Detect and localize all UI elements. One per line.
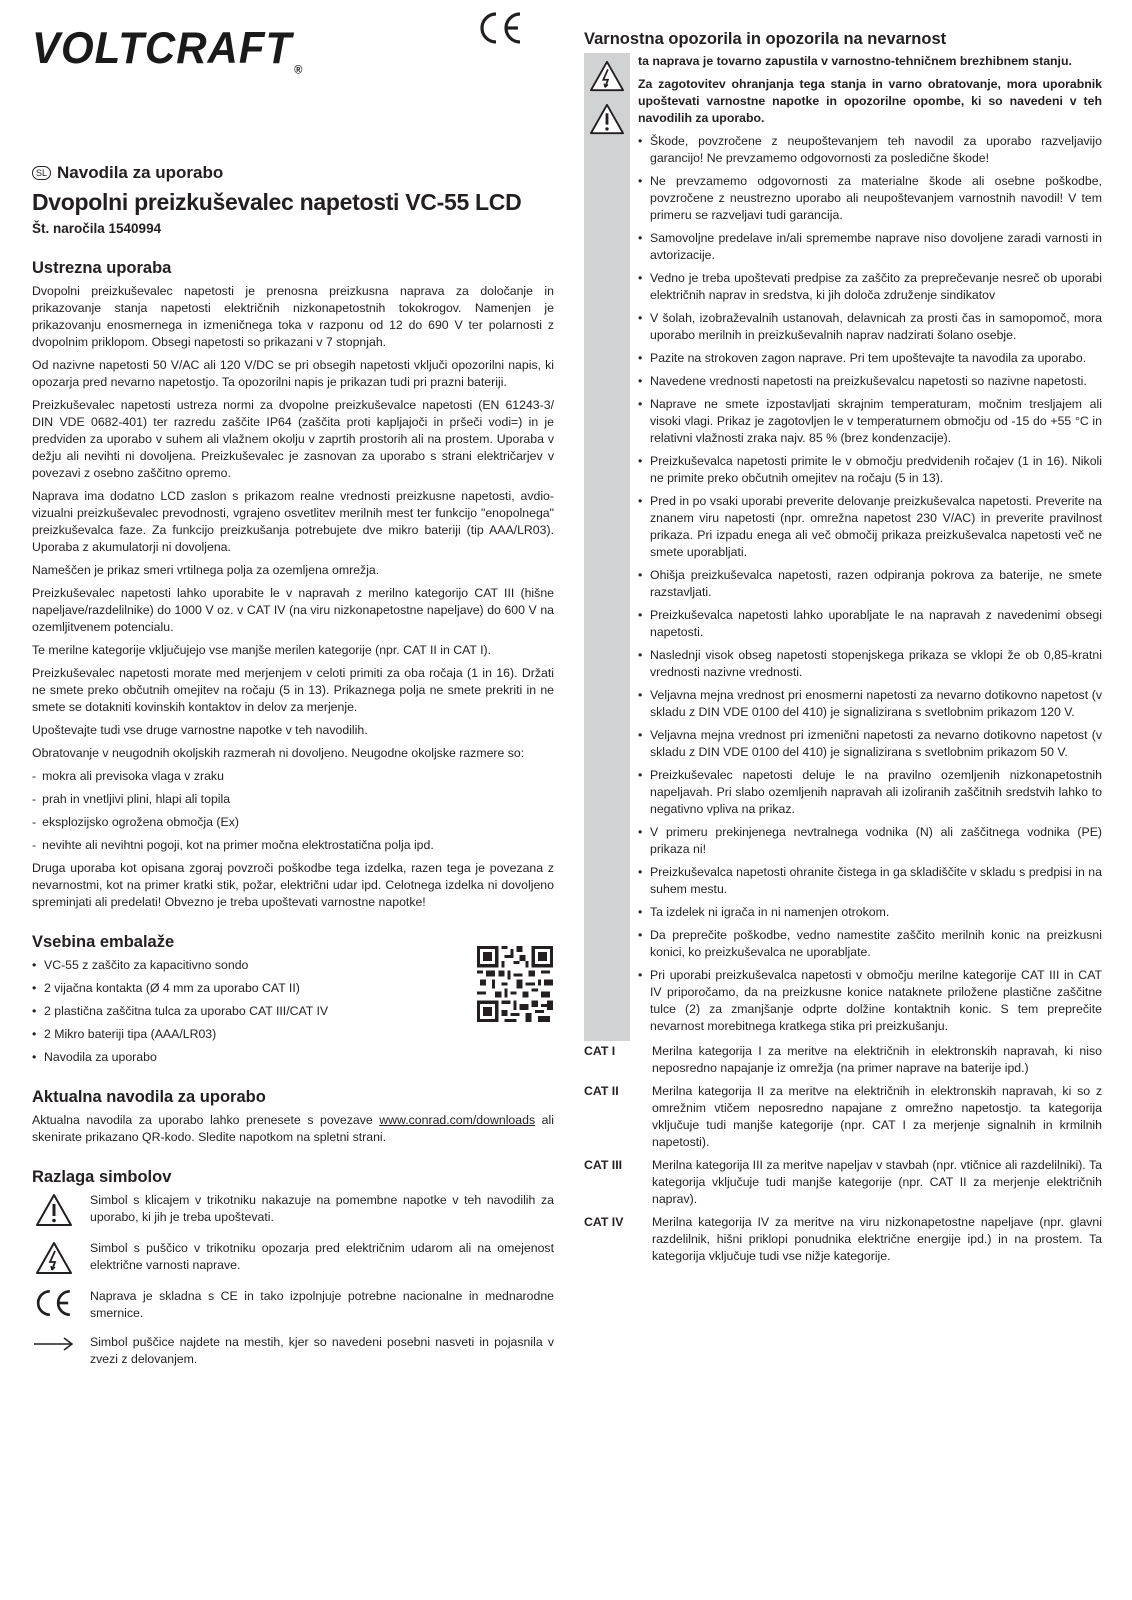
list-item: - mokra ali previsoka vlaga v zraku xyxy=(32,769,224,783)
list-item: • Preizkuševalec napetosti deluje le na pravilno ozemljenih nizkonapetostnih napeljavah. Pri slabo ozemljenih napravah ali izoliranih zaščitnih sredstvih lahko to negativno vpliva na prikaz. xyxy=(638,768,1102,816)
paragraph: Aktualna navodila za uporabo lahko prenesete s povezave www.conrad.com/downloads ali skenirate prikazano QR-kodo. Sledite napotkom na spletni strani. xyxy=(32,1113,554,1144)
lightning-triangle-icon xyxy=(32,1240,76,1276)
list-item: • Navedene vrednosti napetosti na preizkuševalcu napetosti so nazivne napetosti. xyxy=(638,374,1087,388)
section-heading-safety: Varnostna opozorila in opozorila na nevarnost xyxy=(584,30,947,48)
list-item: • Ne prevzamemo odgovornosti za materialne škode ali osebne poškodbe, povzročene z neustrezno uporabo ali neupoštevanjem varnostnih navodil! V tem primeru se razveljavi tudi garancija. xyxy=(638,174,1102,222)
language-badge: SL xyxy=(32,166,51,180)
section-heading-symbols: Razlaga simbolov xyxy=(32,1168,172,1186)
contents-list xyxy=(32,957,554,1066)
symbols-list xyxy=(32,1192,554,1368)
paragraph: Dvopolni preizkuševalec napetosti je prenosna preizkusna naprava za določanje in prikazovanje stanja napetosti električnih nizkonapetostnih tokokrogov. Namenjen je prikazovanju enosmernega in izmeničnega toka v razponu od 12 do 690 V ter polarnosti z dvopolnim priklopom. Obsegi napetosti so prikazani v 7 stopnjah. xyxy=(32,284,554,349)
paragraph: Upoštevajte tudi vse druge varnostne napotke v teh navodilih. xyxy=(32,723,368,737)
brand-logo: VOLTCRAFT ® xyxy=(32,23,304,77)
paragraph: Druga uporaba kot opisana zgoraj povzroči poškodbe tega izdelka, razen tega je povezana z nevarnostmi, kot na primer kratki stik, požar, električni udar ipd. Celotnega izdelka ni dovoljeno spreminjati ali predelati! Obvezno je treba upoštevati varnostne napotke! xyxy=(32,861,554,909)
qr-code xyxy=(477,946,553,1022)
list-item: • V šolah, izobraževalnih ustanovah, delavnicah za prosti čas in samopomoč, mora uporabo merilnih in preizkuševalnih naprav nadzirati šolano osebje. xyxy=(638,311,1102,342)
page-title: Dvopolni preizkuševalec napetosti VC-55 LCD xyxy=(32,189,522,215)
list-item: - prah in vnetljivi plini, hlapi ali topila xyxy=(32,792,231,806)
list-item: - eksplozijsko ogrožena območja (Ex) xyxy=(32,815,239,829)
downloads-link[interactable]: www.conrad.com/downloads xyxy=(379,1113,536,1127)
exclamation-triangle-icon xyxy=(588,102,626,141)
list-item: • Naprave ne smete izpostavljati skrajnim temperaturam, močnim tresljajem ali visoki vlagi. Prikaz je zagotovljen le v temperaturnem območju od -15 do +55 °C in relativni vlažnosti zraka najv. 85 % (brez kondenzacije). xyxy=(638,397,1102,445)
order-number: Št. naročila 1540994 xyxy=(32,221,162,236)
list-item: • Samovoljne predelave in/ali spremembe naprave niso dovoljene zaradi varnosti in avtorizacije. xyxy=(638,231,1102,262)
section-heading-contents: Vsebina embalaže xyxy=(32,933,175,951)
safety-block xyxy=(584,53,1102,1041)
list-item: • Da preprečite poškodbe, vedno namestite zaščito merilnih konic na preizkusni konici, ko preizkuševalca ne uporabljate. xyxy=(638,928,1102,959)
list-item: • Preizkuševalca napetosti ohranite čistega in ga skladiščite v skladu s predpisi in na suhem mestu. xyxy=(638,865,1102,896)
right-column xyxy=(584,30,1102,1271)
safety-list xyxy=(638,133,1102,1035)
list-item: • Preizkuševalca napetosti primite le v območju predvidenih ročajev (1 in 16). Nikoli ne primite preko občutnih omejitev na ročaju (5 in 13). xyxy=(638,454,1102,485)
symbol-row: Simbol s klicajem v trikotniku nakazuje na pomembne napotke v teh navodilih za uporabo, ki jih je treba upoštevati. xyxy=(32,1192,554,1228)
doc-type: Navodila za uporabo xyxy=(57,163,224,182)
left-column xyxy=(32,23,554,1380)
list-item: • 2 vijačna kontakta (Ø 4 mm za uporabo CAT II) xyxy=(32,981,300,995)
category-row: CAT III Merilna kategorija III za meritve napeljav v stavbah (npr. vtičnice ali razdelilniki). Ta kategorija vključuje tudi manjše kategorije (npr. CAT II za merjenje električnih naprav). xyxy=(584,1158,1102,1206)
section-heading-intended-use: Ustrezna uporaba xyxy=(32,259,172,277)
list-item: • 2 plastična zaščitna tulca za uporabo CAT III/CAT IV xyxy=(32,1004,329,1018)
paragraph: Od nazivne napetosti 50 V/AC ali 120 V/DC se pri obsegih napetosti vključi opozorilni napis, ki opozarja pred nevarno napetostjo. Ta opozorilni napis je prikazan tudi pri prazni bateriji. xyxy=(32,358,554,389)
category-row: CAT II Merilna kategorija II za meritve na električnih in elektronskih napravah, ki so z omrežnim vtičem neposredno napajane z omrežno napetostjo. ta kategorija vključuje tudi manjše kategorije (npr. CAT I za merjenje signalnih in krmilnih napetosti). xyxy=(584,1084,1102,1149)
arrow-right-icon xyxy=(32,1334,76,1368)
paragraph: Preizkuševalec napetosti lahko uporabite le v napravah z merilno kategorijo CAT III (hišne napeljave/razdelilnike) do 1000 V oz. v CAT IV (na viru nizkonapetostne napeljave) do 600 V na ozemljitvenem potencialu. xyxy=(32,586,554,634)
list-item: • Naslednji visok obseg napetosti stopenjskega prikaza se vklopi že ob 0,85-kratni vrednosti nazivne vrednosti. xyxy=(638,648,1102,679)
symbol-row: Naprava je skladna s CE in tako izpolnjuje potrebne nacionalne in mednarodne smernice. xyxy=(32,1288,554,1322)
warning-sidebar xyxy=(584,53,630,1041)
list-item: • 2 Mikro bateriji tipa (AAA/LR03) xyxy=(32,1027,217,1041)
categories-list xyxy=(584,1043,1102,1265)
category-row: CAT IV Merilna kategorija IV za meritve na viru nizkonapetostne napeljave (npr. glavni razdelilnik, hišni priklopi ponudnika električne energije ipd.) in na prostem. Ta kategorija vključuje tudi vse nižje kategorije. xyxy=(584,1215,1102,1263)
safety-content xyxy=(638,53,1102,1041)
list-item: • Škode, povzročene z neupoštevanjem teh navodil za uporabo razveljavijo garancijo! Ne prevzamemo odgovornosti za posledične škode! xyxy=(638,134,1102,165)
list-item: • Veljavna mejna vrednost pri izmenični napetosti za nevarno dotikovno napetost (v skladu z DIN VDE 0100 del 410) je signalizirana s svetlobnim prikazom 50 V. xyxy=(638,728,1102,759)
doc-type-line xyxy=(32,163,554,183)
list-item: • VC-55 z zaščito za kapacitivno sondo xyxy=(32,958,249,972)
symbol-row: Simbol puščice najdete na mestih, kjer so navedeni posebni nasveti in pojasnila v zvezi z delovanjem. xyxy=(32,1334,554,1368)
ce-mark-icon xyxy=(32,1288,76,1322)
list-item: • V primeru prekinjenega nevtralnega vodnika (N) ali zaščitnega vodnika (PE) prikaza ni! xyxy=(638,825,1102,856)
list-item: • Pred in po vsaki uporabi preverite delovanje preizkuševalca napetosti. Preverite na znanem viru napetosti (npr. omrežna napetost 230 V/AC) in preverite pravilnost prikaza. Pri izpadu enega ali več območij prikaza preizkuševalca napetosti več ne smete uporabljati. xyxy=(638,494,1102,559)
paragraph: Nameščen je prikaz smeri vrtilnega polja za ozemljena omrežja. xyxy=(32,563,380,577)
list-item: • Veljavna mejna vrednost pri enosmerni napetosti za nevarno dotikovno napetost (v skladu z DIN VDE 0100 del 410) je signalizirana s svetlobnim prikazom 120 V. xyxy=(638,688,1102,719)
list-item: • Ta izdelek ni igrača in ni namenjen otrokom. xyxy=(638,905,890,919)
paragraph: Preizkuševalec napetosti morate med merjenjem v celoti primiti za oba ročaja (1 in 16). Držati ne smete preko občutnih omejitev na ročaju (5 in 13). Prikaznega polja ne smete prekriti in ne smete se dotakniti kovinskih kontaktov in delov za merjenje. xyxy=(32,666,554,714)
list-item: • Preizkuševalca napetosti lahko uporabljate le na napravah z navedenimi obsegi napetosti. xyxy=(638,608,1102,639)
list-item: • Vedno je treba upoštevati predpise za zaščito za preprečevanje nesreč ob uporabi električnih naprav in sredstva, ki jih določa združenje sindikatov xyxy=(638,271,1102,302)
list-item: • Pri uporabi preizkuševalca napetosti v območju merilne kategorije CAT III in CAT IV priporočamo, da na preizkusne konice nataknete priložene plastične zaščitne tulce (2) za zmanjšanje odprte dolžine kontaktnih konic. S tem preprečite nevarnost morebitnega kratkega stika pri preizkušanju. xyxy=(638,968,1102,1033)
safety-intro: ta naprava je tovarno zapustila v varnostno-tehničnem brezhibnem stanju. xyxy=(638,54,1072,68)
paragraph: Preizkuševalec napetosti ustreza normi za dvopolne preizkuševalce napetosti (EN 61243-3/ DIN VDE 0682-401) ter razredu zaščite IP64 (zaščita proti kapljajoči in pršeči vodi=) in je predviden za uporabo v suhem ali vlažnem okolju v zaprtih prostorih ali na prostem. Uporaba v dežju ali nevihti ni dovoljena. Preizkuševalec je zasnovan za uporabo s strani električarjev v povezavi z osebno zaščitno opremo. xyxy=(32,398,554,480)
category-row: CAT I Merilna kategorija I za meritve na električnih in elektronskih napravah, ki niso neposredno napajanje iz omrežja (na primer naprave na baterije ipd.) xyxy=(584,1044,1102,1075)
paragraph: Obratovanje v neugodnih okoljskih razmerah ni dovoljeno. Neugodne okoljske razmere so: xyxy=(32,746,525,760)
conditions-list xyxy=(32,768,554,854)
symbol-row: Simbol s puščico v trikotniku opozarja pred električnim udarom ali na omejenost električne varnosti naprave. xyxy=(32,1240,554,1276)
list-item: • Navodila za uporabo xyxy=(32,1050,157,1064)
exclamation-triangle-icon xyxy=(32,1192,76,1228)
safety-intro: Za zagotovitev ohranjanja tega stanja in varno obratovanje, mora uporabnik upoštevati varnostne napotke in opozorilne opombe, ki so navedeni v teh navodilih za uporabo. xyxy=(638,77,1102,125)
list-item: • Ohišja preizkuševalca napetosti, razen odpiranja pokrova za baterije, ne smete razstavljati. xyxy=(638,568,1102,599)
paragraph: Te merilne kategorije vključujejo vse manjše merilen kategorije (npr. CAT II in CAT I). xyxy=(32,643,492,657)
list-item: - nevihte ali nevihtni pogoji, kot na primer močna elektrostatična polja ipd. xyxy=(32,838,434,852)
list-item: • Pazite na strokoven zagon naprave. Pri tem upoštevajte ta navodila za uporabo. xyxy=(638,351,1087,365)
section-heading-current-manual: Aktualna navodila za uporabo xyxy=(32,1088,266,1106)
lightning-triangle-icon xyxy=(588,59,626,98)
paragraph: Naprava ima dodatno LCD zaslon s prikazom realne vrednosti preizkusne napetosti, avdio-vizualni preizkuševalec prevodnosti, vgrajeno osvetlitev merilnih mest ter funkcijo "enopolnega" preizkuševalca faze. Za funkcijo preizkušanja potrebujete dve mikro bateriji (tip AAA/LR03). Uporaba z akumulatorji ni dovoljena. xyxy=(32,489,554,554)
